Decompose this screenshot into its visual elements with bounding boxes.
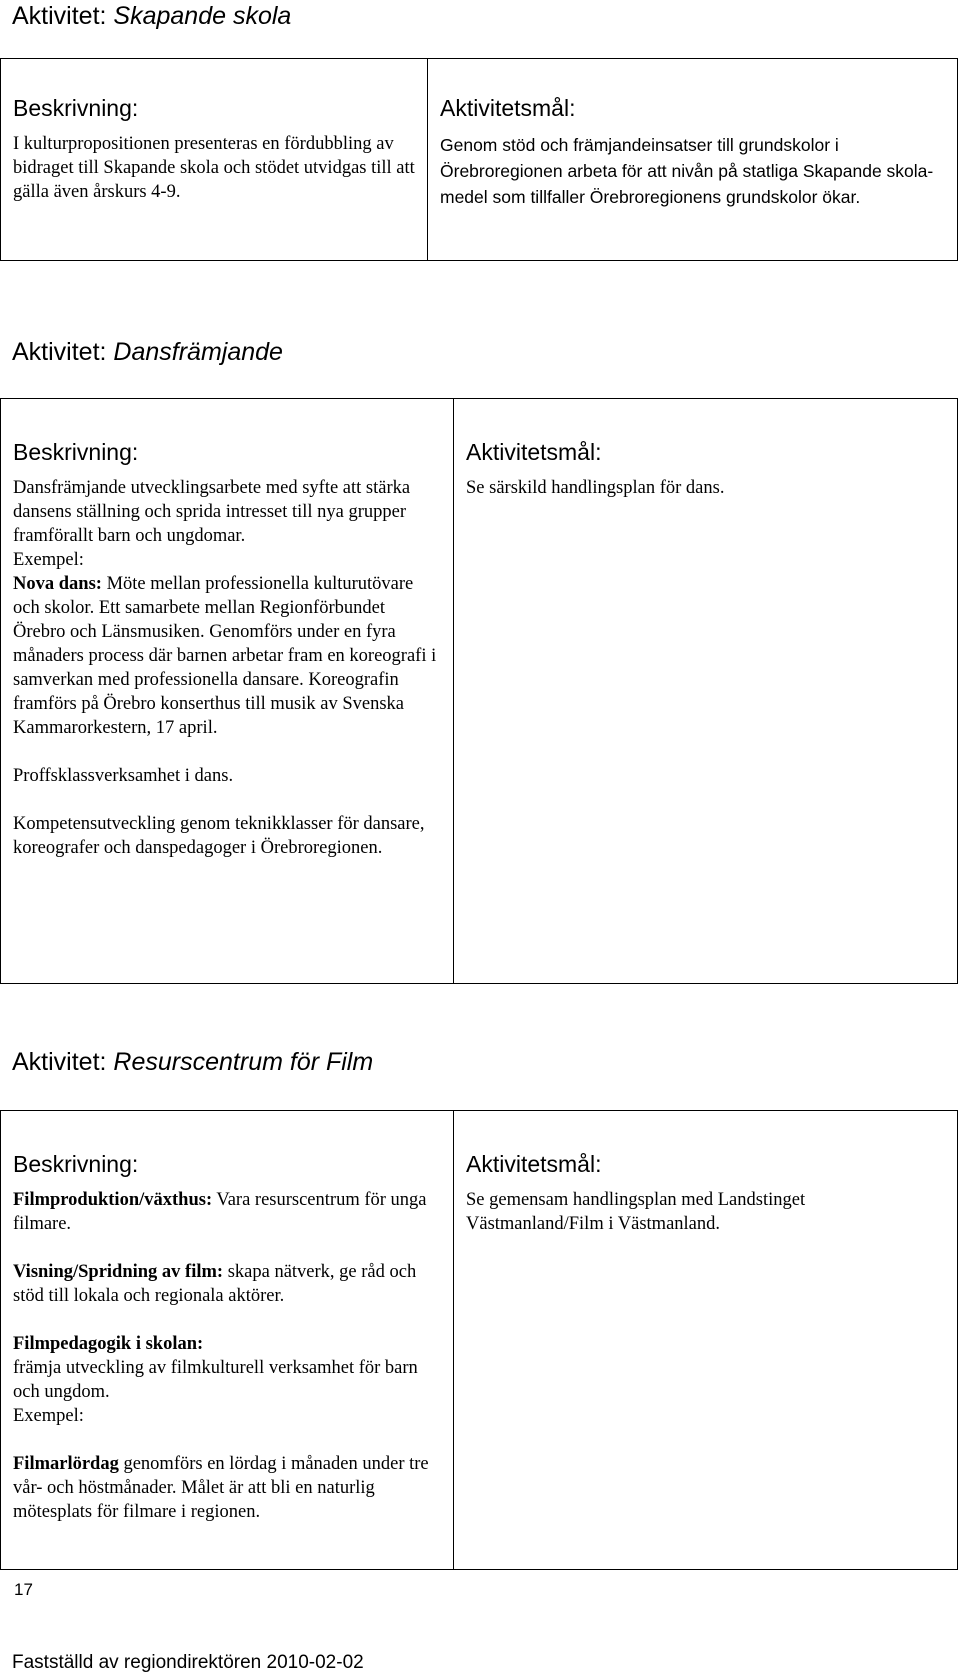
goal-heading: Aktivitetsmål: <box>466 439 602 465</box>
visning-text: Visning/Spridning av film: skapa nätverk, ge råd och stöd till lokala och regionala aktörer. <box>13 1262 417 1306</box>
example-label: Exempel: <box>13 550 84 570</box>
activity-table-skapande-skola <box>0 58 958 261</box>
footer-text: Fastställd av regiondirektören 2010-02-02 <box>12 1652 364 1673</box>
description-text: Dansfrämjande utvecklingsarbete med syfte att stärka dansens ställning och sprida intresset till nya grupper framförallt barn och ungdomar. <box>13 478 411 546</box>
goal-text: Genom stöd och främjandeinsatser till grundskolor i Örebroregionen arbeta för att nivån på statliga Skapande skola-medel som tillfaller Örebroregionens grundskolor ökar. <box>440 135 934 207</box>
filmproduktion-text: Filmproduktion/växthus: Vara resurscentrum för unga filmare. <box>13 1190 427 1234</box>
activity-table-resurscentrum-film <box>0 1110 958 1570</box>
description-text: I kulturpropositionen presenteras en fördubbling av bidraget till Skapande skola och stödet utvidgas till att gälla även årskurs 4-9. <box>13 134 415 202</box>
page-number: 17 <box>14 1580 33 1599</box>
description-heading: Beskrivning: <box>13 95 139 121</box>
example-label: Exempel: <box>13 1406 84 1426</box>
goal-text: Se gemensam handlingsplan med Landstinget Västmanland/Film i Västmanland. <box>466 1190 806 1234</box>
goal-text: Se särskild handlingsplan för dans. <box>466 478 725 498</box>
activity-title-resurscentrum-film: Aktivitet: Resurscentrum för Film <box>12 1048 374 1076</box>
filmpedagogik-text: främja utveckling av filmkulturell verksamhet för barn och ungdom. <box>13 1358 418 1402</box>
kompetens-text: Kompetensutveckling genom teknikklasser för dansare, koreografer och danspedagoger i Örebroregionen. <box>13 814 425 858</box>
activity-title-skapande-skola: Aktivitet: Skapande skola <box>12 2 292 30</box>
goal-heading: Aktivitetsmål: <box>440 95 576 121</box>
description-heading: Beskrivning: <box>13 1151 139 1177</box>
proffsklass-text: Proffsklassverksamhet i dans. <box>13 766 234 786</box>
goal-heading: Aktivitetsmål: <box>466 1151 602 1177</box>
filmarlordag-text: Filmarlördag genomförs en lördag i månaden under tre vår- och höstmånader. Målet är att bli en naturlig mötesplats för filmare i regionen. <box>13 1454 429 1522</box>
description-heading: Beskrivning: <box>13 439 139 465</box>
nova-dans-text: Nova dans: Möte mellan professionella kulturutövare och skolor. Ett samarbete mellan Regionförbundet Örebro och Länsmusiken. Genomförs under en fyra månaders process där barnen arbetar fram en koreografi i samverkan med professionella dansare. Koreografin framförs på Örebro konserthus till musik av Svenska Kammarorkestern, 17 april. <box>13 574 437 738</box>
filmpedagogik-heading: Filmpedagogik i skolan: <box>13 1334 204 1354</box>
activity-table-dansframjande <box>0 398 958 984</box>
activity-title-dansframjande: Aktivitet: Dansfrämjande <box>12 338 283 366</box>
